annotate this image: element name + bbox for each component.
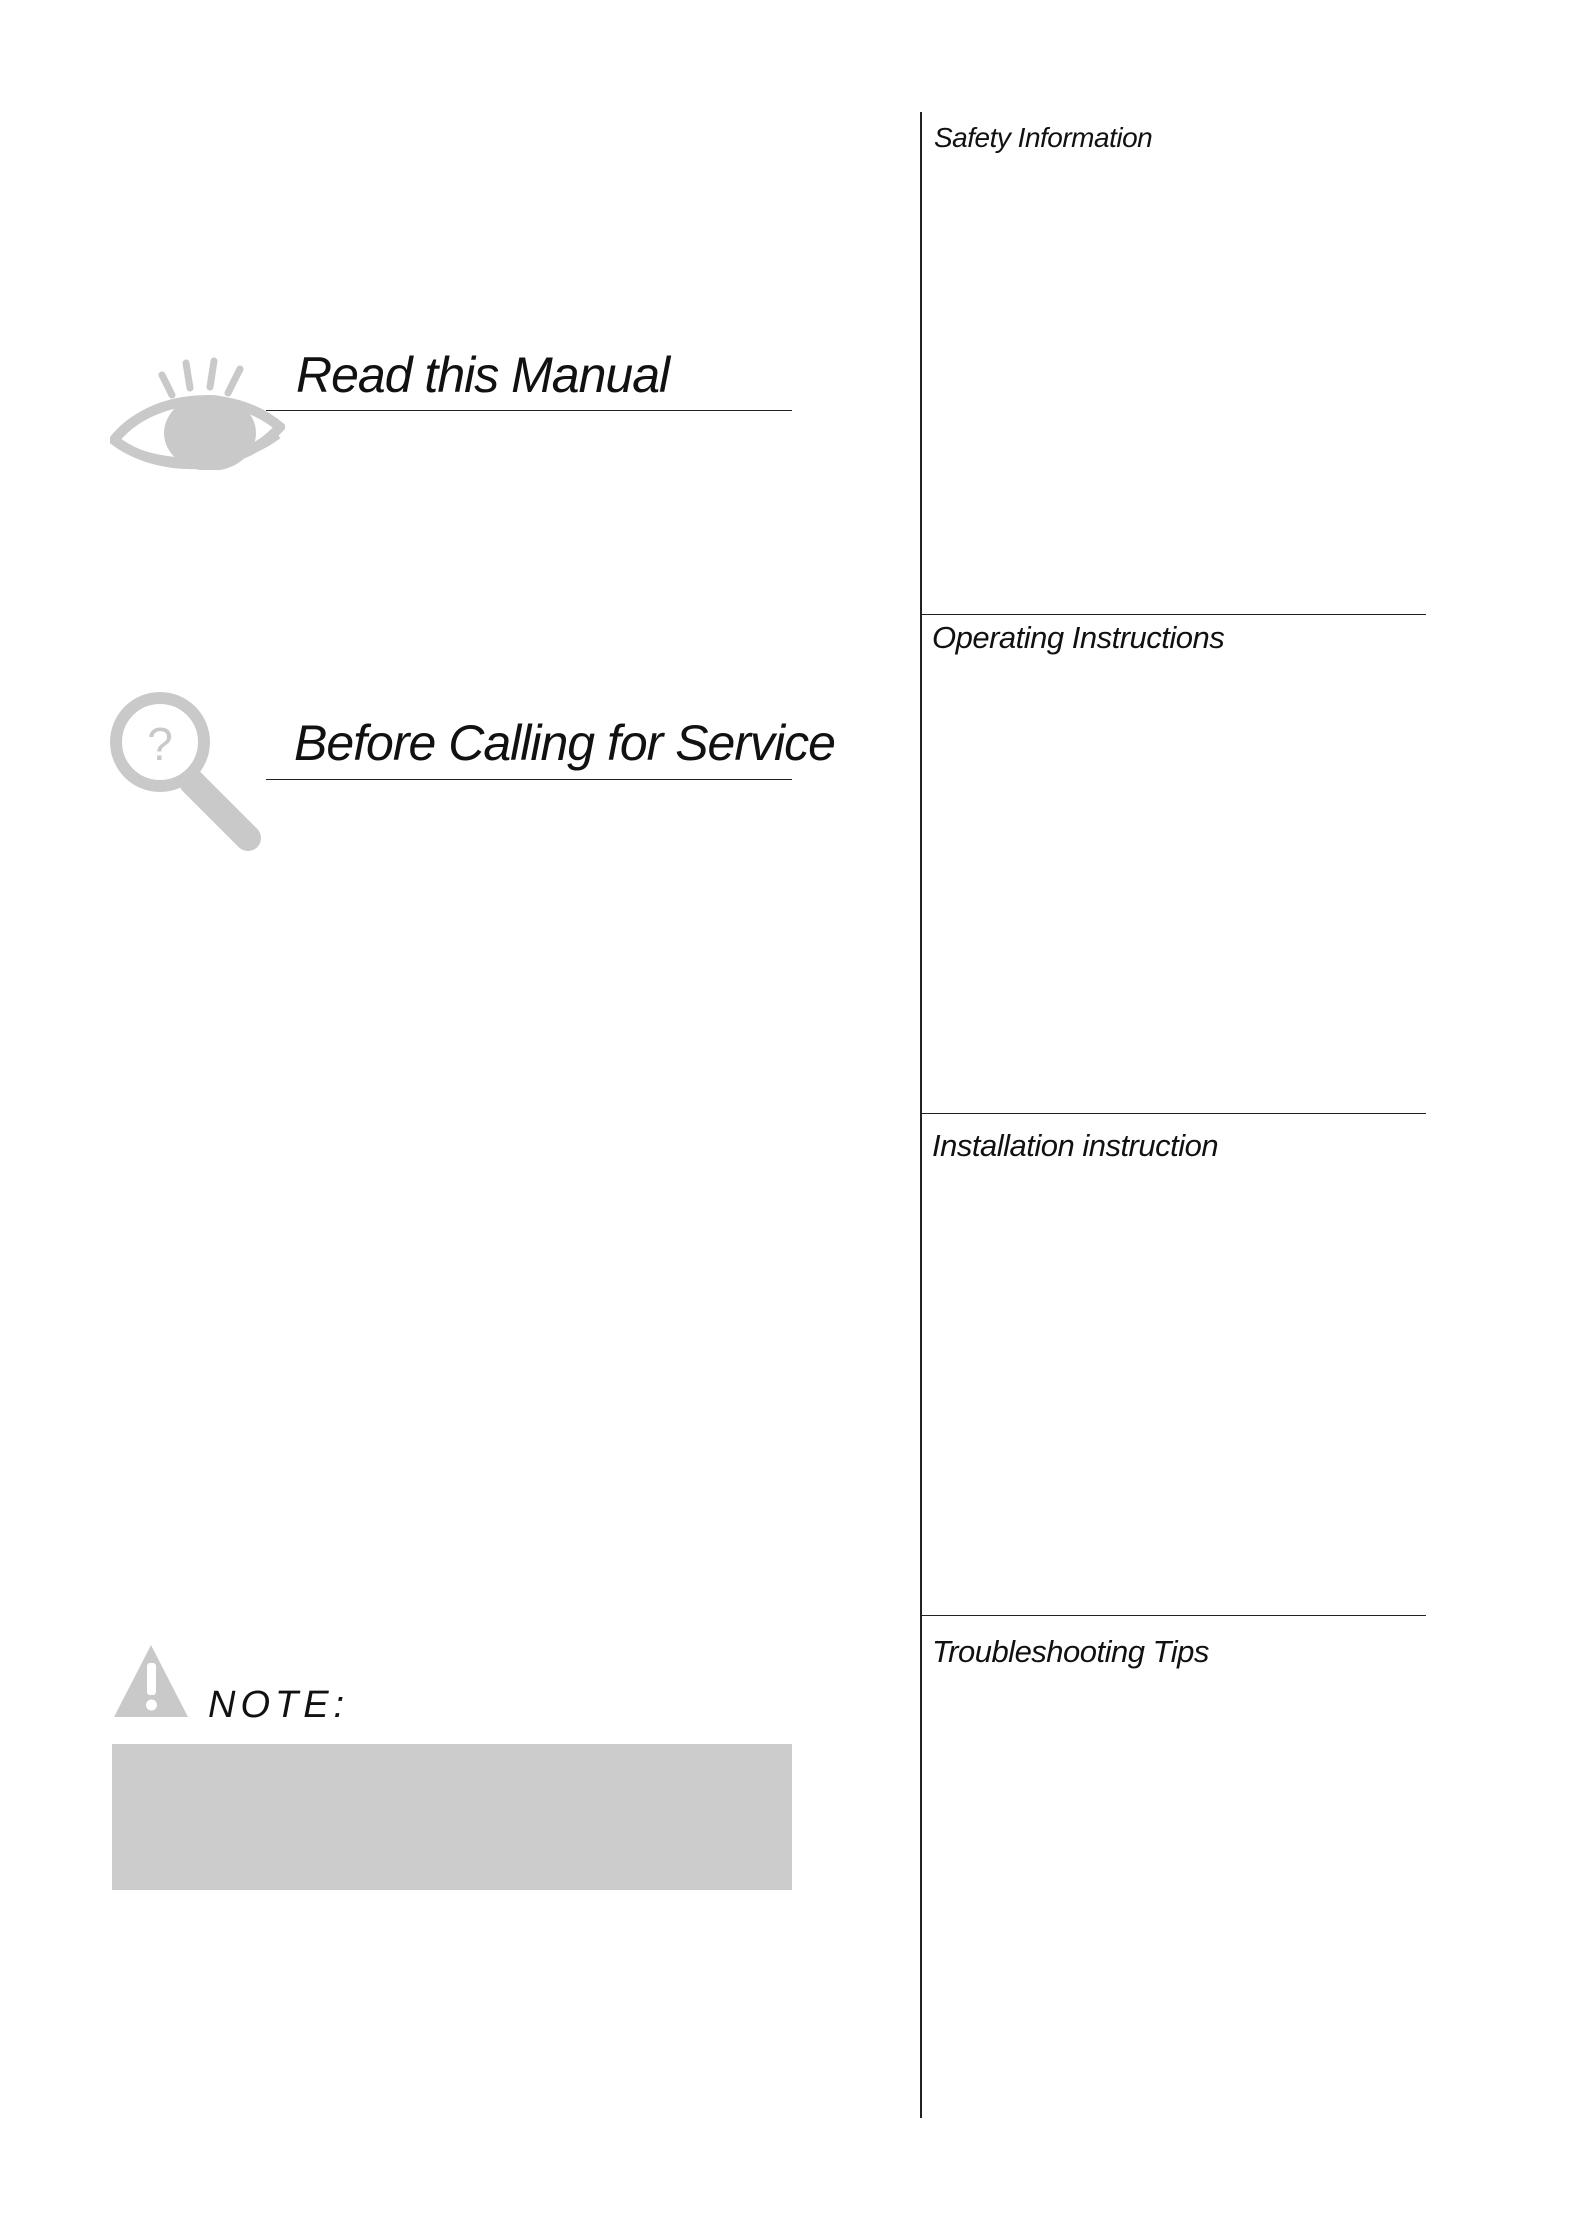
- question-mark-glyph: ?: [147, 718, 173, 770]
- before-service-heading: Before Calling for Service: [294, 715, 835, 771]
- read-manual-underline: [266, 410, 792, 411]
- note-label: NOTE:: [208, 1684, 350, 1726]
- before-service-underline: [266, 779, 792, 780]
- read-manual-heading: Read this Manual: [296, 347, 670, 403]
- section-title-operating: Operating Instructions: [932, 620, 1225, 655]
- column-divider: [920, 112, 922, 2118]
- warning-icon: [112, 1643, 190, 1719]
- eye-icon: [110, 355, 285, 470]
- note-box: [112, 1744, 792, 1890]
- section-divider-installation: [921, 1113, 1426, 1114]
- section-title-safety: Safety Information: [934, 122, 1153, 153]
- section-title-installation: Installation instruction: [932, 1128, 1219, 1163]
- section-divider-operating: [921, 614, 1426, 615]
- section-divider-troubleshooting: [921, 1615, 1426, 1616]
- magnifier-question-icon: [108, 690, 268, 855]
- section-title-troubleshooting: Troubleshooting Tips: [932, 1634, 1209, 1669]
